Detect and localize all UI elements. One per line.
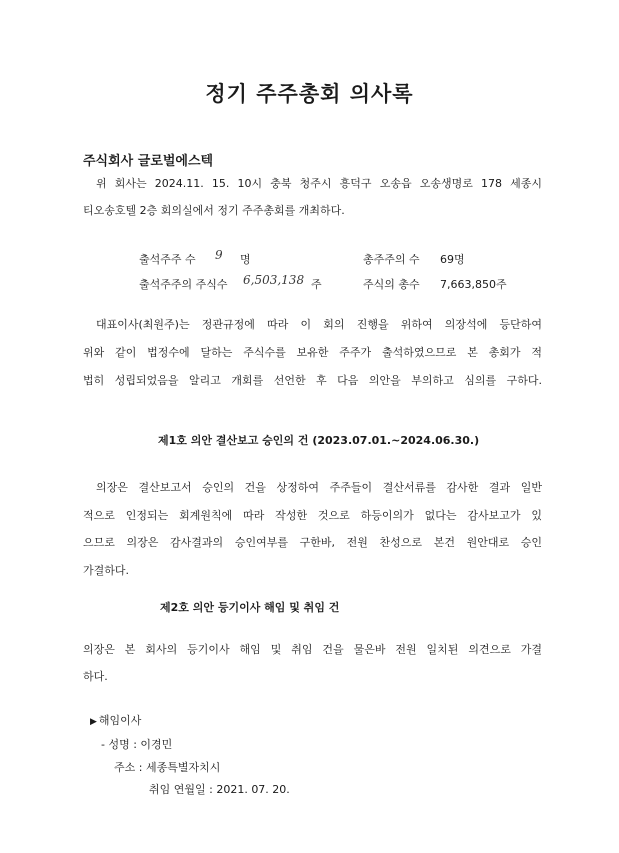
company-name: 주식회사 글로벌에스텍 [83, 154, 214, 169]
director-name: - 성명 : 이경민 [101, 738, 173, 751]
total-shares-label: 주식의 총수 [363, 278, 420, 291]
page-title: 정기 주주총회 의사록 [205, 82, 414, 106]
present-shares-value: 6,503,138 [243, 273, 305, 287]
total-shares-value: 7,663,850주 [440, 278, 507, 291]
present-shares-label: 출석주주의 주식수 [139, 278, 228, 291]
agenda-1-line-1: 의장은 결산보고서 승인의 건을 상정하여 주주들이 결산서류를 감사한 결과 일반 [96, 481, 542, 494]
appointment-date: 취임 연월일 : 2021. 07. 20. [149, 783, 290, 796]
agenda-1-line-3: 으므로 의장은 감사결과의 승인여부를 구한바, 전원 찬성으로 본건 원안대로 승인 [83, 536, 542, 549]
agenda-2-heading: 제2호 의안 등기이사 해임 및 취임 건 [160, 601, 340, 614]
agenda-2-line-1: 의장은 본 회사의 등기이사 해임 및 취임 건을 물은바 전원 일치된 의견으로 가결 [83, 643, 542, 656]
agenda-1-heading: 제1호 의안 결산보고 승인의 건 (2023.07.01.~2024.06.30.) [158, 434, 480, 447]
intro-line-2: 티오송호텔 2층 회의실에서 정기 주주총회를 개최하다. [83, 204, 345, 217]
opening-line-3: 법히 성립되었음을 알리고 개회를 선언한 후 다음 의안을 부의하고 심의를 구하다. [83, 374, 542, 387]
agenda-1-line-2: 적으로 인정되는 회계원칙에 따라 작성한 것으로 하등이의가 없다는 감사보고가 있 [83, 509, 542, 522]
total-shareholders-label: 총주주의 수 [363, 253, 420, 266]
present-shareholders-value: 9 [215, 248, 223, 262]
triangle-right-icon: ▶ [90, 717, 97, 727]
agenda-2-line-2: 하다. [83, 670, 108, 683]
present-shareholders-label: 출석주주 수 [139, 253, 196, 266]
dismissal-heading [90, 712, 141, 728]
director-address: 주소 : 세종특별자치시 [114, 761, 221, 774]
dismissal-label: 해임이사 [98, 714, 142, 727]
present-shareholders-unit: 명 [240, 253, 251, 266]
opening-line-2: 위와 같이 법정수에 달하는 주식수를 보유한 주주가 출석하였으므로 본 총회가 적 [83, 346, 542, 359]
total-shareholders-value: 69명 [440, 253, 465, 266]
opening-line-1: 대표이사(최원주)는 정관규정에 따라 이 회의 진행을 위하여 의장석에 등단하여 [96, 318, 542, 331]
agenda-1-line-4: 가결하다. [83, 564, 130, 577]
intro-line-1: 위 회사는 2024.11. 15. 10시 충북 청주시 흥덕구 오송읍 오송생명로 178 세종시 [96, 177, 542, 190]
present-shares-unit: 주 [311, 278, 322, 291]
